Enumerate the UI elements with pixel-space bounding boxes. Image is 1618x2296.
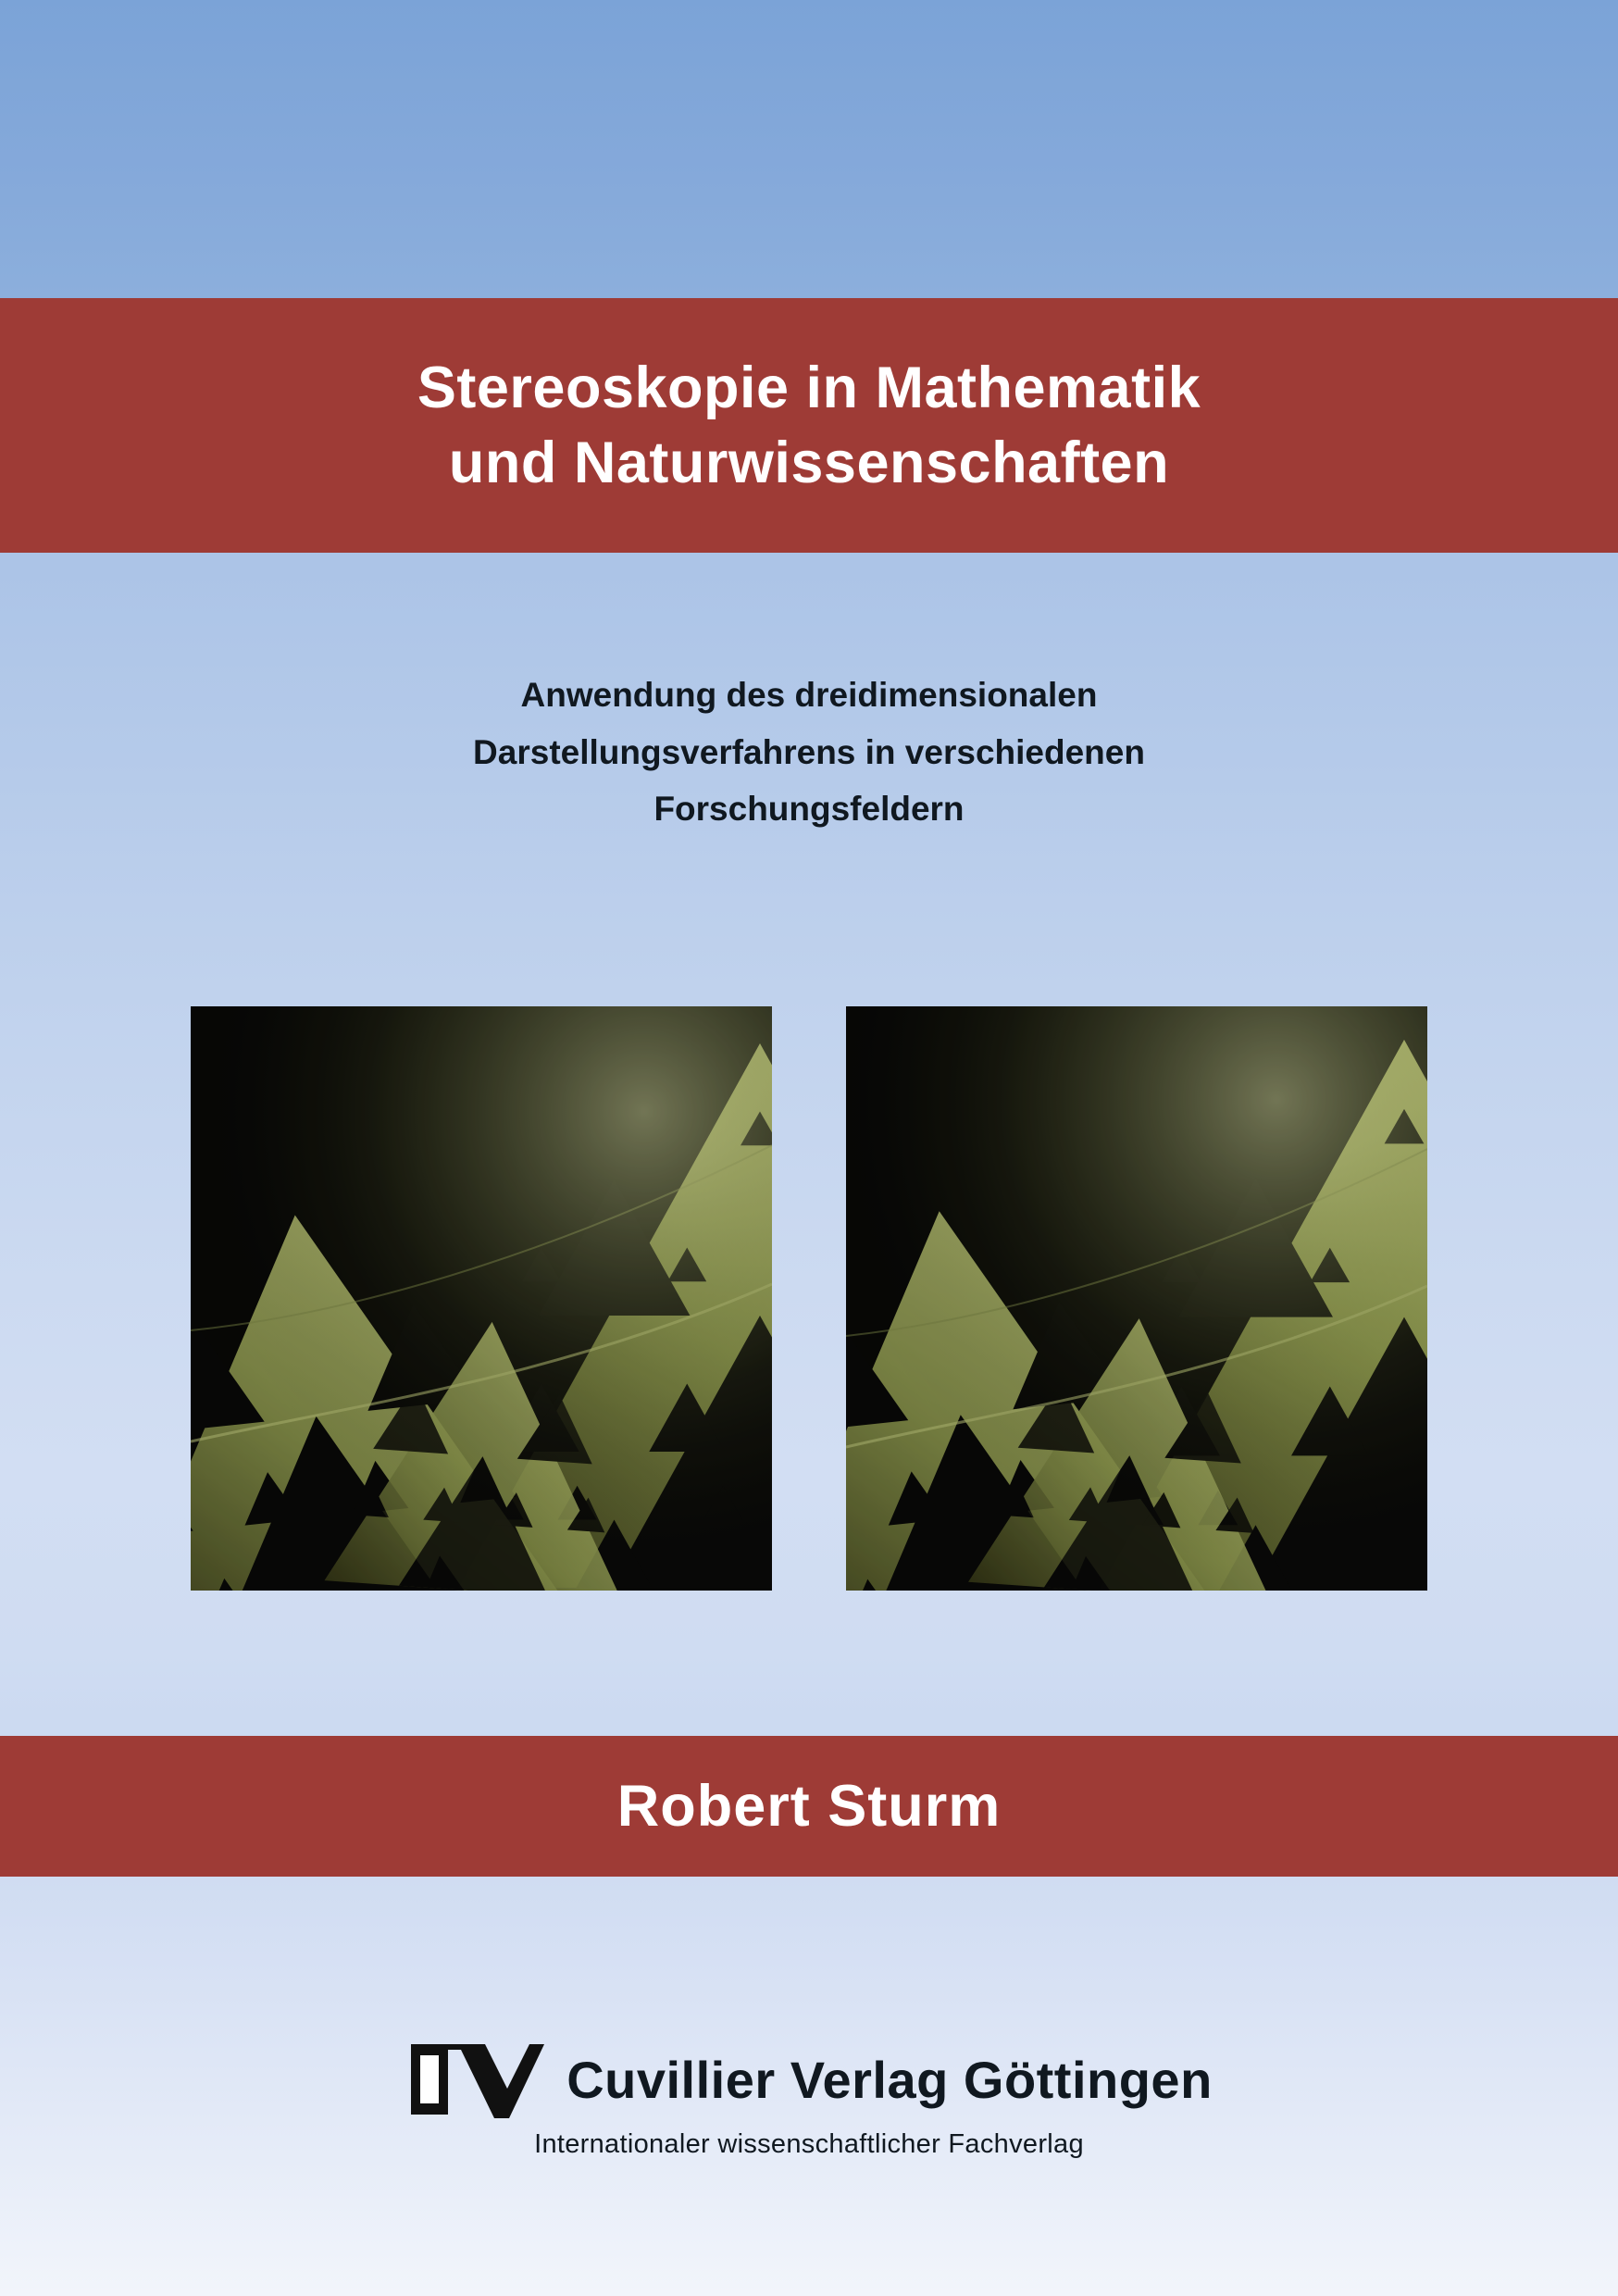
sierpinski-fractal-right-icon bbox=[846, 1006, 1427, 1591]
cuvillier-chevron-logo-icon bbox=[405, 2037, 546, 2122]
book-subtitle-line-1: Anwendung des dreidimensionalen bbox=[520, 676, 1098, 714]
publisher-tagline: Internationaler wissenschaftlicher Fachverlag bbox=[534, 2129, 1084, 2159]
book-title-line-2: und Naturwissenschaften bbox=[448, 430, 1170, 495]
fractal-image-left bbox=[191, 1006, 772, 1591]
publisher-name: Cuvillier Verlag Göttingen bbox=[566, 2050, 1213, 2109]
author-name: Robert Sturm bbox=[616, 1774, 1002, 1839]
author-band bbox=[0, 1736, 1618, 1877]
fractal-image-right bbox=[846, 1006, 1427, 1591]
title-band bbox=[0, 298, 1618, 553]
stereo-image-pair bbox=[191, 1006, 1427, 1591]
book-title-line-1: Stereoskopie in Mathematik bbox=[417, 355, 1201, 420]
book-subtitle-line-3: Forschungsfeldern bbox=[653, 790, 965, 829]
sierpinski-fractal-left-icon bbox=[191, 1006, 772, 1591]
publisher-row bbox=[405, 2037, 1213, 2122]
book-subtitle-line-2: Darstellungsverfahrens in verschiedenen bbox=[473, 732, 1145, 771]
publisher-block bbox=[0, 2037, 1618, 2160]
book-subtitle bbox=[0, 667, 1618, 838]
sky-background-top bbox=[0, 0, 1618, 298]
